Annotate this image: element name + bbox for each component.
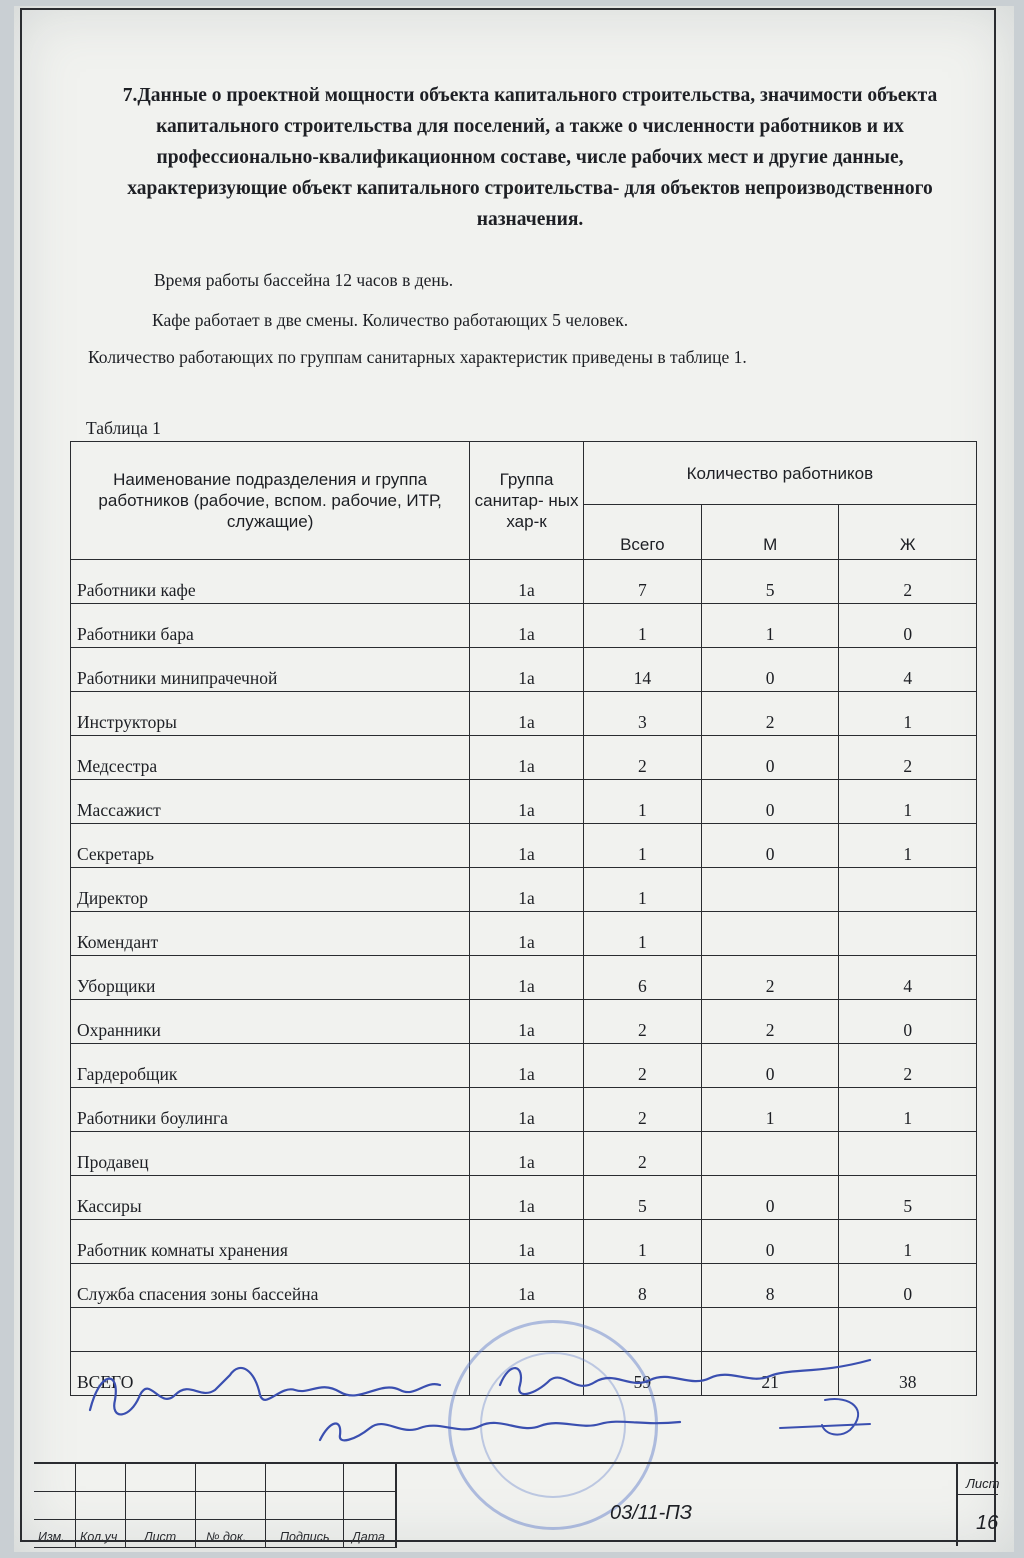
cell-f: 1: [839, 1088, 977, 1132]
cell-f: 0: [839, 1000, 977, 1044]
cell-m: 0: [701, 648, 839, 692]
table-row: [71, 1088, 977, 1132]
cell-m: [701, 868, 839, 912]
table-row: [71, 560, 977, 604]
cell-name: Инструкторы: [71, 692, 470, 736]
cell-total: 59: [583, 1352, 701, 1396]
cell-f: 5: [839, 1176, 977, 1220]
cell-name: Работники боулинга: [71, 1088, 470, 1132]
cell-name: Гардеробщик: [71, 1044, 470, 1088]
cell-name: Продавец: [71, 1132, 470, 1176]
cell-group: 1а: [470, 560, 584, 604]
cell-m: 2: [701, 1000, 839, 1044]
cell-group: 1а: [470, 868, 584, 912]
title-block-grid: [34, 1464, 396, 1548]
tb-label-doc: № док.: [206, 1530, 247, 1544]
table-row: [71, 780, 977, 824]
paragraph-cafe-shifts: Кафе работает в две смены. Количество работающих 5 человек.: [152, 310, 629, 330]
cell-total: 7: [583, 560, 701, 604]
table-row: [71, 1000, 977, 1044]
cell-total: 8: [583, 1264, 701, 1308]
cell-group: 1а: [470, 1132, 584, 1176]
cell-name: Секретарь: [71, 824, 470, 868]
cell-m: 2: [701, 956, 839, 1000]
header-group: Группа санитар- ных хар-к: [470, 442, 584, 560]
cell-total: 1: [583, 868, 701, 912]
sheet-number: 16: [976, 1512, 999, 1534]
cell-name: Работники минипрачечной: [71, 648, 470, 692]
header-f: Ж: [839, 505, 977, 560]
cell-m: [701, 912, 839, 956]
cell-f: 1: [839, 780, 977, 824]
cell-group: 1а: [470, 736, 584, 780]
table-row: [71, 604, 977, 648]
cell-total: 3: [583, 692, 701, 736]
cell-total: 1: [583, 912, 701, 956]
cell-f: 0: [839, 1264, 977, 1308]
cell-group: 1а: [470, 1044, 584, 1088]
cell-f: [839, 868, 977, 912]
cell-name: Работники кафе: [71, 560, 470, 604]
cell-total: 5: [583, 1176, 701, 1220]
cell-name: Охранники: [71, 1000, 470, 1044]
cell-f: 4: [839, 956, 977, 1000]
table-row: [71, 824, 977, 868]
cell-f: 2: [839, 736, 977, 780]
cell-name: ВСЕГО: [71, 1352, 470, 1396]
cell-f: [839, 912, 977, 956]
tb-label-date: Дата: [352, 1530, 385, 1544]
cell-group: 1а: [470, 956, 584, 1000]
table-row: [71, 1220, 977, 1264]
cell-total: 2: [583, 736, 701, 780]
cell-total: 2: [583, 1132, 701, 1176]
cell-m: 0: [701, 736, 839, 780]
cell-m: [701, 1132, 839, 1176]
cell-total: 1: [583, 1220, 701, 1264]
cell-group: 1а: [470, 604, 584, 648]
cell-total: 2: [583, 1000, 701, 1044]
cell-group: 1а: [470, 1176, 584, 1220]
table-row: [71, 868, 977, 912]
cell-name: Комендант: [71, 912, 470, 956]
table-row: [71, 736, 977, 780]
cell-group: 1а: [470, 1264, 584, 1308]
paragraph-pool-hours: Время работы бассейна 12 часов в день.: [154, 270, 454, 290]
cell-f: 1: [839, 1220, 977, 1264]
cell-total: 1: [583, 604, 701, 648]
cell-group: 1а: [470, 1088, 584, 1132]
cell-name: Медсестра: [71, 736, 470, 780]
cell-m: 1: [701, 604, 839, 648]
sheet-label: Лист: [966, 1476, 1000, 1491]
table-row: [71, 1044, 977, 1088]
cell-m: 1: [701, 1088, 839, 1132]
cell-total: 14: [583, 648, 701, 692]
tb-label-izm: Изм.: [38, 1530, 65, 1544]
table-row: [71, 648, 977, 692]
cell-f: 0: [839, 604, 977, 648]
cell-group: 1а: [470, 648, 584, 692]
cell-m: 0: [701, 824, 839, 868]
cell-group: 1а: [470, 692, 584, 736]
cell-m: 0: [701, 1044, 839, 1088]
cell-m: 0: [701, 780, 839, 824]
header-count: Количество работников: [583, 442, 976, 505]
cell-name: Служба спасения зоны бассейна: [71, 1264, 470, 1308]
document-code: 03/11-ПЗ: [610, 1502, 692, 1524]
cell-name: Директор: [71, 868, 470, 912]
cell-name: Работник комнаты хранения: [71, 1220, 470, 1264]
cell-m: 8: [701, 1264, 839, 1308]
table-row: [71, 692, 977, 736]
cell-total: 6: [583, 956, 701, 1000]
cell-group: 1а: [470, 1000, 584, 1044]
cell-group: 1а: [470, 1220, 584, 1264]
cell-name: Массажист: [71, 780, 470, 824]
cell-group: 1а: [470, 824, 584, 868]
cell-f: [839, 1132, 977, 1176]
tb-label-kol: Кол.уч: [80, 1530, 118, 1544]
cell-f: 1: [839, 692, 977, 736]
cell-f: 2: [839, 1044, 977, 1088]
cell-total: 1: [583, 824, 701, 868]
cell-name: Кассиры: [71, 1176, 470, 1220]
cell-m: 21: [701, 1352, 839, 1396]
cell-m: 5: [701, 560, 839, 604]
table-row: [71, 1132, 977, 1176]
tb-label-sign: Подпись: [280, 1530, 330, 1544]
paragraph-table-reference: Количество работающих по группам санитарных характеристик приведены в таблице 1.: [88, 347, 747, 367]
handwritten-signature: [80, 1340, 900, 1450]
cell-group: 1а: [470, 780, 584, 824]
header-total: Всего: [583, 505, 701, 560]
cell-m: 0: [701, 1220, 839, 1264]
cell-name: Уборщики: [71, 956, 470, 1000]
table-caption: Таблица 1: [86, 418, 161, 438]
cell-name: Работники бара: [71, 604, 470, 648]
cell-f: 4: [839, 648, 977, 692]
cell-f: 2: [839, 560, 977, 604]
section-heading: 7.Данные о проектной мощности объекта капитального строительства, значимости объекта капитального строительства для поселений, а также о численности работников и их профессионально-квалификационном составе, числе рабочих мест и другие данные, характеризующие объект капитального строительства- для объектов непроизводственного назначения.: [122, 85, 938, 230]
header-name: Наименование подразделения и группа работников (рабочие, вспом. рабочие, ИТР, служащие): [71, 442, 470, 560]
cell-m: 0: [701, 1176, 839, 1220]
cell-f: 1: [839, 824, 977, 868]
table-row: [71, 912, 977, 956]
cell-total: 2: [583, 1088, 701, 1132]
cell-m: 2: [701, 692, 839, 736]
cell-total: 2: [583, 1044, 701, 1088]
cell-total: 1: [583, 780, 701, 824]
tb-label-list: Лист: [144, 1530, 177, 1544]
title-block: [34, 1462, 998, 1548]
cell-group: 1а: [470, 912, 584, 956]
sheet-box-divider: [956, 1494, 998, 1495]
header-m: М: [701, 505, 839, 560]
workers-table: [70, 441, 977, 1396]
table-row: [71, 1264, 977, 1308]
table-row: [71, 1176, 977, 1220]
cell-f: 38: [839, 1352, 977, 1396]
table-row: [71, 956, 977, 1000]
